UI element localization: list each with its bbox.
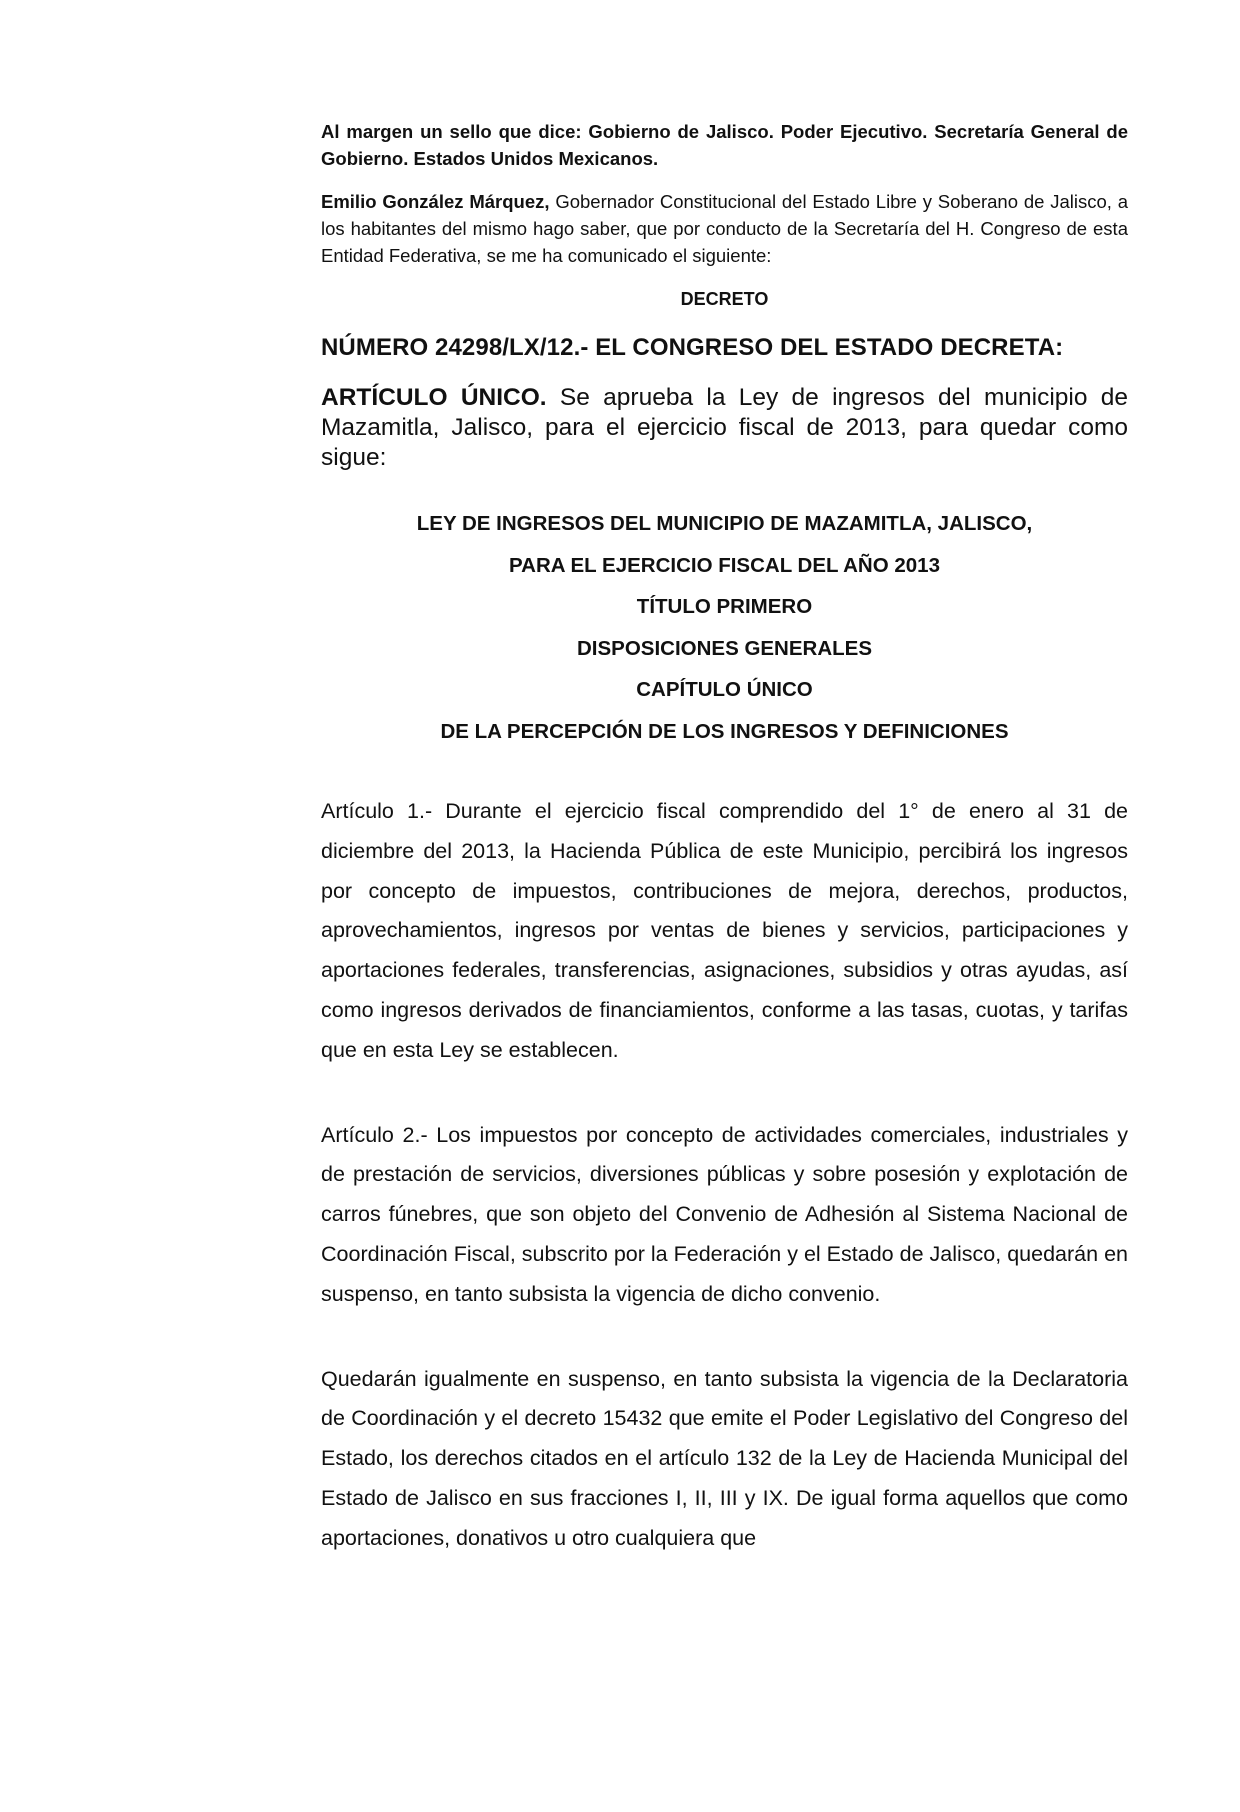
article-1: Artículo 1.- Durante el ejercicio fiscal comprendido del 1° de enero al 31 de diciembre del 2013, la Hacienda Pública de este Municipio, percibirá los ingresos por concepto de impuestos, contribuciones de mejora, derechos, productos, aprovechamientos, ingresos por ventas de bienes y servicios, participaciones y aportaciones federales, transferencias, asignaciones, subsidios y otras ayudas, así como ingresos derivados de financiamientos, conforme a las tasas, cuotas, y tarifas que en esta Ley se establecen. [321,799,1128,1062]
intro-paragraph [321,188,1128,269]
titulo-heading: TÍTULO PRIMERO [636,595,813,618]
article-2-continuation: Quedarán igualmente en suspenso, en tanto subsista la vigencia de la Declaratoria de Coordinación y el decreto 15432 que emite el Poder Legislativo del Congreso del Estado, los derechos citados en el artículo 132 de la Ley de Hacienda Municipal del Estado de Jalisco en sus fracciones I, II, III y IX. De igual forma aquellos que como aportaciones, donativos u otro cualquiera que [321,1366,1128,1550]
law-fiscal-year: PARA EL EJERCICIO FISCAL DEL AÑO 2013 [509,553,940,577]
decree-number-line: NÚMERO 24298/LX/12.- EL CONGRESO DEL ESTADO DECRETA: [321,334,1064,361]
articulo-unico [321,383,1128,473]
document-page [321,118,1128,1604]
articulo-unico-text: Se aprueba la Ley de ingresos del municipio de Mazamitla, Jalisco, para el ejercicio fiscal de 2013, para quedar como sigue: [321,384,1129,471]
law-heading-block [321,503,1128,752]
article-2: Artículo 2.- Los impuestos por concepto de actividades comerciales, industriales y de prestación de servicios, diversiones públicas y sobre posesión y explotación de carros fúnebres, que son objeto del Convenio de Adhesión al Sistema Nacional de Coordinación Fiscal, subscrito por la Federación y el Estado de Jalisco, quedarán en suspenso, en tanto subsista la vigencia de dicho convenio. [321,1122,1128,1306]
capitulo-name: DE LA PERCEPCIÓN DE LOS INGRESOS Y DEFINICIONES [440,719,1009,743]
articulo-unico-label: ARTÍCULO ÚNICO. [321,384,547,411]
seal-note: Al margen un sello que dice: Gobierno de Jalisco. Poder Ejecutivo. Secretaría General de Gobierno. Estados Unidos Mexicanos. [321,121,1128,169]
intro-text: Gobernador Constitucional del Estado Libre y Soberano de Jalisco, a los habitantes del mismo hago saber, que por conducto de la Secretaría del H. Congreso de esta Entidad Federativa, se me ha comunicado el siguiente: [321,191,1128,266]
law-title: LEY DE INGRESOS DEL MUNICIPIO DE MAZAMITLA, JALISCO, [416,512,1033,535]
governor-name: Emilio González Márquez, [321,191,550,212]
titulo-name: DISPOSICIONES GENERALES [576,636,873,660]
capitulo-heading: CAPÍTULO ÚNICO [636,678,813,701]
decreto-label: DECRETO [680,289,769,309]
